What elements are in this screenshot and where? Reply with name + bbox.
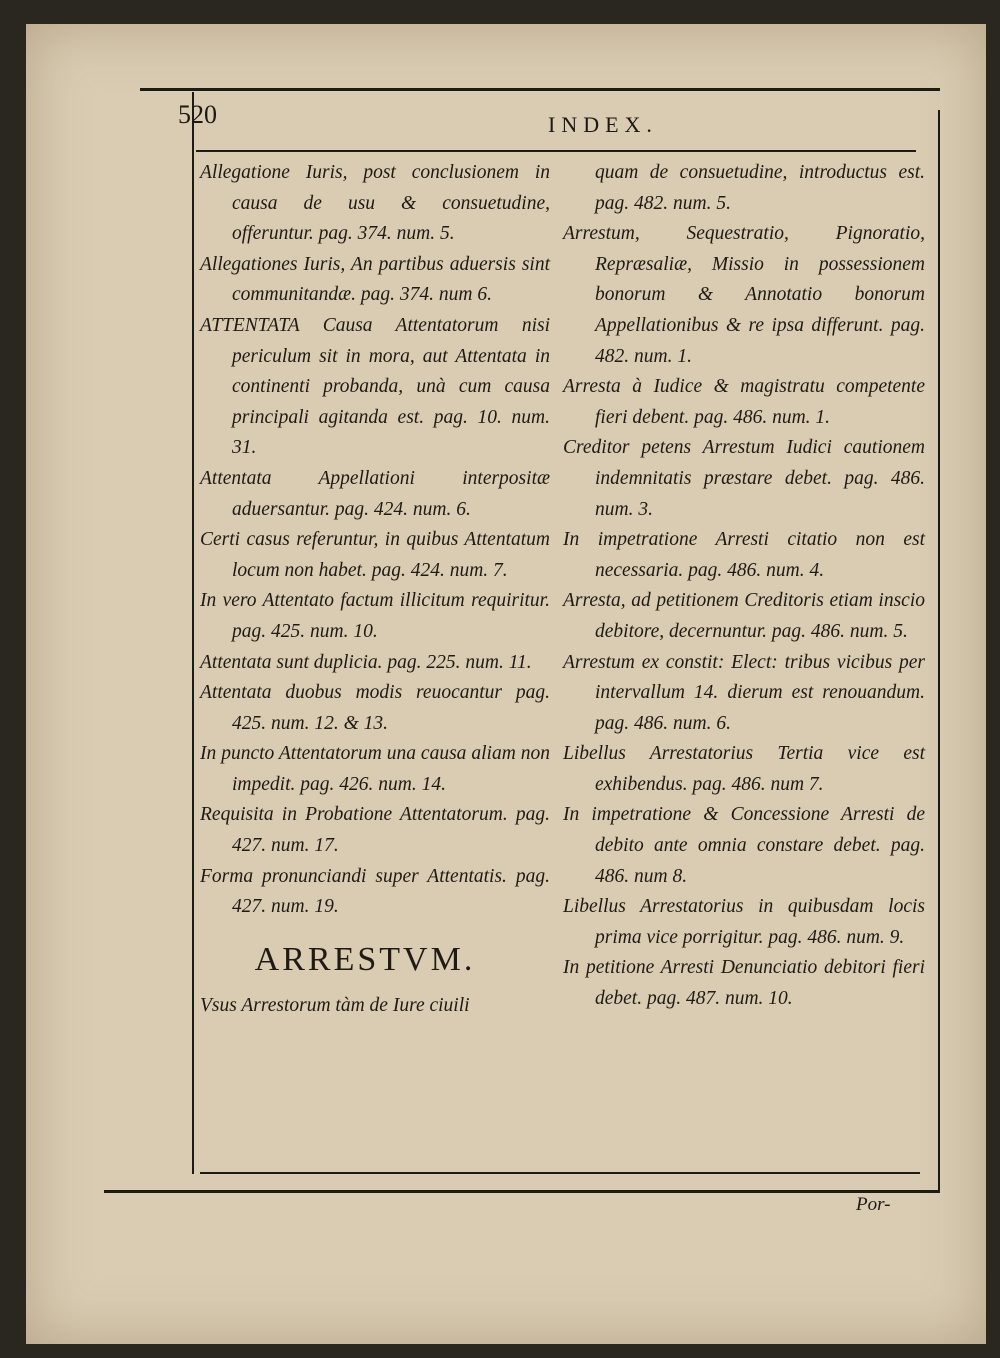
left-column xyxy=(200,158,550,1021)
index-entry: Certi casus referuntur, in quibus Attentatum locum non habet. pag. 424. num. 7. xyxy=(200,529,550,581)
section-heading: ARRESTVM. xyxy=(254,940,476,978)
index-entry: Arresta, ad petitionem Creditoris etiam inscio debitore, decernuntur. pag. 486. num. 5. xyxy=(563,590,925,642)
catchword: Por- xyxy=(856,1194,891,1215)
index-entry: Arrestum, Sequestratio, Pignoratio, Repræsaliæ, Missio in possessionem bonorum & Annotatio bonorum Appellationibus & re ipsa differunt. pag. 482. num. 1. xyxy=(563,223,925,367)
index-entry: Creditor petens Arrestum Iudici cautionem indemnitatis præstare debet. pag. 486. num. 3. xyxy=(563,437,925,520)
index-entry: Requisita in Probatione Attentatorum. pag. 427. num. 17. xyxy=(200,804,550,857)
index-entry: Attentata Appellationi interpositæ aduersantur. pag. 424. num. 6. xyxy=(200,467,550,520)
index-entry: Allegatione Iuris, post conclusionem in causa de usu & consuetudine, offeruntur. pag. 374. num. 5. xyxy=(200,162,550,245)
top-rule xyxy=(140,88,940,91)
index-entry: In impetratione Arresti citatio non est necessaria. pag. 486. num. 4. xyxy=(563,529,925,581)
index-entry: In puncto Attentatorum una causa aliam non impedit. pag. 426. num. 14. xyxy=(200,743,550,795)
right-margin-rule xyxy=(938,110,940,1190)
page-number: 520 xyxy=(178,100,217,129)
index-entry: In petitione Arresti Denunciatio debitori fieri debet. pag. 487. num. 10. xyxy=(563,957,925,1010)
left-margin-rule xyxy=(192,92,194,1174)
index-entry: Attentata sunt duplicia. pag. 225. num. 11. xyxy=(200,651,532,673)
index-entry: Vsus Arrestorum tàm de Iure ciuili xyxy=(200,994,470,1016)
index-entry: Allegationes Iuris, An partibus aduersis sint communitandæ. pag. 374. num 6. xyxy=(200,253,550,306)
index-entry: Libellus Arrestatorius in quibusdam locis prima vice porrigitur. pag. 486. num. 9. xyxy=(563,896,925,948)
index-entry: Libellus Arrestatorius Tertia vice est exhibendus. pag. 486. num 7. xyxy=(563,743,925,795)
bottom-rule xyxy=(200,1172,920,1174)
right-column xyxy=(563,158,925,1015)
header-rule xyxy=(196,150,916,152)
footer-rule xyxy=(104,1190,940,1193)
index-entry: ATTENTATA Causa Attentatorum nisi periculum sit in mora, aut Attentata in continenti probanda, unà cum causa principali agitanda est. pag. 10. num. 31. xyxy=(200,314,550,459)
index-entry: Arresta à Iudice & magistratu competente fieri debent. pag. 486. num. 1. xyxy=(563,376,925,428)
index-entry: In impetratione & Concessione Arresti de debito ante omnia constare debet. pag. 486. num 8. xyxy=(563,804,925,887)
running-title: INDEX. xyxy=(548,112,658,137)
index-entry: Forma pronunciandi super Attentatis. pag. 427. num. 19. xyxy=(200,865,550,918)
index-entry: In vero Attentato factum illicitum requiritur. pag. 425. num. 10. xyxy=(200,590,550,642)
index-entry: Attentata duobus modis reuocantur pag. 425. num. 12. & 13. xyxy=(200,682,550,734)
index-entry-continuation: quam de consuetudine, introductus est. pag. 482. num. 5. xyxy=(595,162,925,214)
index-entry: Arrestum ex constit: Elect: tribus vicibus per intervallum 14. dierum est renouandum. pag. 486. num. 6. xyxy=(563,651,925,734)
